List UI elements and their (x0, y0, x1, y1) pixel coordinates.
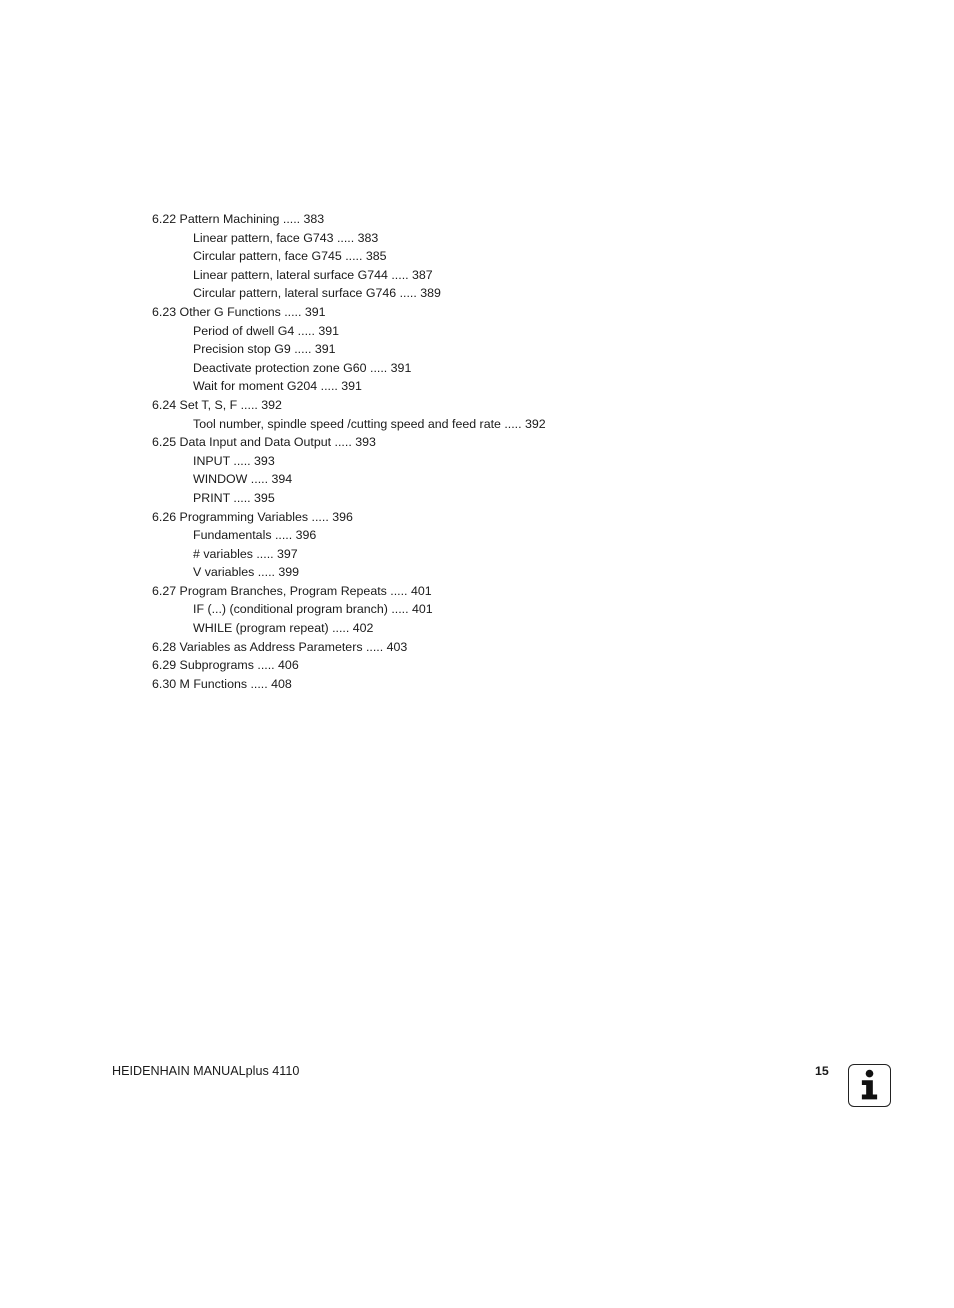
toc-subsection-entry: Deactivate protection zone G60 ..... 391 (193, 360, 412, 375)
toc-subsection-entry: Wait for moment G204 ..... 391 (193, 379, 362, 394)
toc-section-entry: 6.28 Variables as Address Parameters ..... 403 (152, 639, 408, 654)
toc-subsection-entry: IF (...) (conditional program branch) ..... 401 (193, 602, 433, 617)
toc-subsection-entry: WHILE (program repeat) ..... 402 (193, 621, 374, 636)
toc-subsection-entry: PRINT ..... 395 (193, 490, 275, 505)
toc-subsection-entry: Tool number, spindle speed /cutting speed and feed rate ..... 392 (193, 416, 546, 431)
toc-subsection-entry: Circular pattern, lateral surface G746 ..... 389 (193, 286, 441, 301)
page-number: 15 (815, 1064, 829, 1078)
toc-section-entry: 6.30 M Functions ..... 408 (152, 676, 292, 691)
toc-subsection-entry: Circular pattern, face G745 ..... 385 (193, 249, 387, 264)
toc-subsection-entry: # variables ..... 397 (193, 546, 298, 561)
toc-section-entry: 6.27 Program Branches, Program Repeats ..... 401 (152, 583, 432, 598)
info-icon (848, 1064, 891, 1107)
toc-section-entry: 6.23 Other G Functions ..... 391 (152, 304, 326, 319)
toc-section-entry: 6.29 Subprograms ..... 406 (152, 658, 299, 673)
toc-section-entry: 6.26 Programming Variables ..... 396 (152, 509, 353, 524)
toc-subsection-entry: Fundamentals ..... 396 (193, 528, 317, 543)
toc-section-entry: 6.22 Pattern Machining ..... 383 (152, 212, 325, 226)
toc-subsection-entry: V variables ..... 399 (193, 565, 300, 580)
toc-subsection-entry: Period of dwell G4 ..... 391 (193, 323, 340, 338)
footer-title: HEIDENHAIN MANUALplus 4110 (112, 1064, 300, 1078)
toc-subsection-entry: INPUT ..... 393 (193, 453, 275, 468)
table-of-contents (152, 210, 546, 693)
toc-section-entry: 6.25 Data Input and Data Output ..... 393 (152, 435, 376, 450)
toc-subsection-entry: Linear pattern, face G743 ..... 383 (193, 230, 379, 245)
toc-subsection-entry: Linear pattern, lateral surface G744 ..... 387 (193, 267, 433, 282)
toc-subsection-entry: WINDOW ..... 394 (193, 472, 293, 487)
toc-subsection-entry: Precision stop G9 ..... 391 (193, 342, 336, 357)
toc-section-entry: 6.24 Set T, S, F ..... 392 (152, 397, 282, 412)
